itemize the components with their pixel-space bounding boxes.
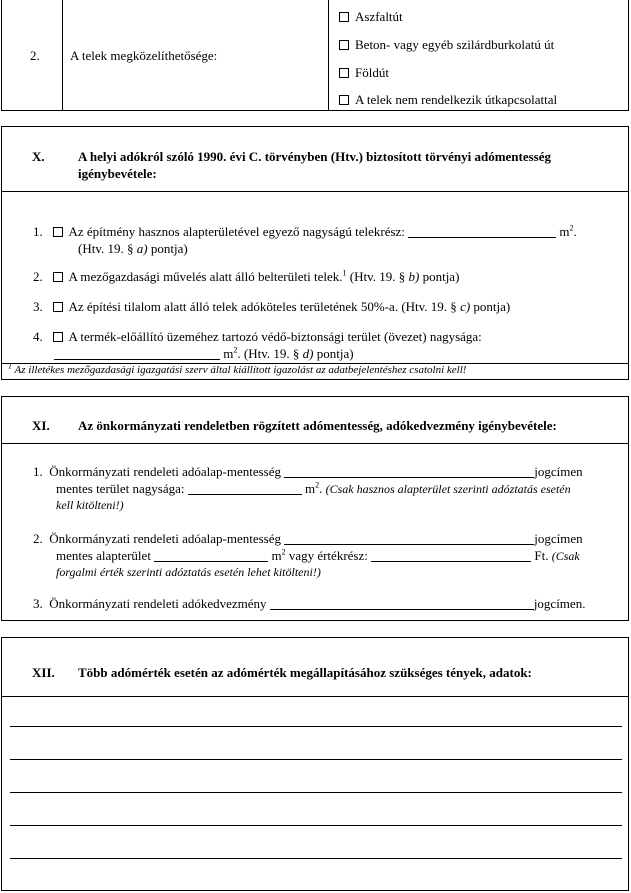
access-option-3[interactable]: Földút bbox=[339, 65, 389, 81]
access-option-4[interactable]: A telek nem rendelkezik útkapcsolattal bbox=[339, 92, 557, 108]
adoalap-mentesseg-jogcim-2-input[interactable] bbox=[284, 532, 534, 545]
write-line[interactable] bbox=[10, 726, 622, 727]
section-x-number: X. bbox=[32, 149, 45, 164]
ertekresz-input[interactable] bbox=[371, 549, 531, 562]
section-xi-item-1-line1: 1. Önkormányzati rendeleti adóalap-mentesség jogcímen bbox=[33, 464, 583, 479]
section-x-item-4-input-row: $m^2$. (Htv. 19. § d) pontja) bbox=[54, 346, 354, 362]
adokedvezmeny-jogcim-input[interactable] bbox=[270, 597, 534, 610]
section-xi-item-1-note: kell kitölteni!) bbox=[56, 498, 124, 512]
write-line[interactable] bbox=[10, 759, 622, 760]
adoalap-mentesseg-jogcim-input[interactable] bbox=[284, 465, 534, 478]
section-xii-number: XII. bbox=[32, 665, 55, 680]
access-option-2[interactable]: Beton- vagy egyéb szilárdburkolatú út bbox=[339, 37, 554, 53]
mentes-terulet-input[interactable] bbox=[188, 482, 302, 495]
section-xii-title: Több adómérték esetén az adómérték megállapításához szükséges tények, adatok: bbox=[78, 665, 532, 680]
section-x-item-3: 3. Az építési tilalom alatt álló telek adóköteles területének 50%-a. (Htv. 19. § c) pontja) bbox=[33, 299, 511, 314]
access-row-label: A telek megközelíthetősége: bbox=[70, 48, 218, 63]
checkbox-icon[interactable] bbox=[53, 302, 63, 312]
telekresz-input[interactable] bbox=[408, 225, 556, 238]
section-xi-item-3: 3. Önkormányzati rendeleti adókedvezmény jogcímen. bbox=[33, 596, 586, 611]
write-line[interactable] bbox=[10, 825, 622, 826]
write-line[interactable] bbox=[10, 792, 622, 793]
section-x bbox=[1, 126, 629, 380]
section-xii bbox=[1, 637, 629, 891]
section-xi-item-2-note: forgalmi érték szerinti adóztatás esetén lehet kitölteni!) bbox=[56, 565, 321, 579]
section-x-item-1: 1. Az építmény hasznos alapterületével egyező nagyságú telekrész: $m^2$. bbox=[33, 223, 577, 239]
section-xi-item-1-line2: mentes terület nagysága: $m^2$. (Csak hasznos alapterület szerinti adóztatás esetén bbox=[56, 480, 571, 496]
section-xi-title: Az önkormányzati rendeletben rögzített adómentesség, adókedvezmény igénybevétele: bbox=[78, 418, 557, 433]
checkbox-icon[interactable] bbox=[53, 272, 63, 282]
checkbox-icon[interactable] bbox=[53, 332, 63, 342]
checkbox-icon[interactable] bbox=[53, 227, 63, 237]
section-x-title-line1: A helyi adókról szóló 1990. évi C. törvényben (Htv.) biztosított törvényi adómentesség bbox=[78, 149, 552, 164]
section-x-item-4: 4. A termék-előállító üzeméhez tartozó védő-biztonsági terület (övezet) nagysága: bbox=[33, 329, 482, 344]
section-x-title-line2: igénybevétele: bbox=[78, 166, 157, 181]
vedoterulet-input[interactable] bbox=[54, 347, 220, 360]
access-row-number: 2. bbox=[30, 48, 40, 63]
mentes-alapterulet-input[interactable] bbox=[154, 549, 268, 562]
section-x-item-1-ref: (Htv. 19. § a) pontja) bbox=[78, 241, 188, 256]
access-option-1[interactable]: Aszfaltút bbox=[339, 9, 403, 25]
section-x-footnote: $^1$ Az illetékes mezőgazdasági igazgatási szerv által kiállított igazolást az adatbejelentéshez csatolni kell! bbox=[8, 361, 467, 376]
checkbox-icon[interactable] bbox=[339, 68, 349, 78]
checkbox-icon[interactable] bbox=[339, 95, 349, 105]
section-xi-item-2-line1: 2. Önkormányzati rendeleti adóalap-mentesség jogcímen bbox=[33, 531, 583, 546]
section-xi-item-2-line2: mentes alapterület $m^2$ vagy értékrész: Ft. (Csak bbox=[56, 547, 580, 563]
checkbox-icon[interactable] bbox=[339, 40, 349, 50]
checkbox-icon[interactable] bbox=[339, 12, 349, 22]
section-x-item-2: 2. A mezőgazdasági művelés alatt álló belterületi telek.$^1$ (Htv. 19. § b) pontja) bbox=[33, 268, 460, 284]
section-xi-number: XI. bbox=[32, 418, 50, 433]
write-line[interactable] bbox=[10, 858, 622, 859]
section-xi bbox=[1, 396, 629, 621]
access-table bbox=[1, 0, 629, 111]
